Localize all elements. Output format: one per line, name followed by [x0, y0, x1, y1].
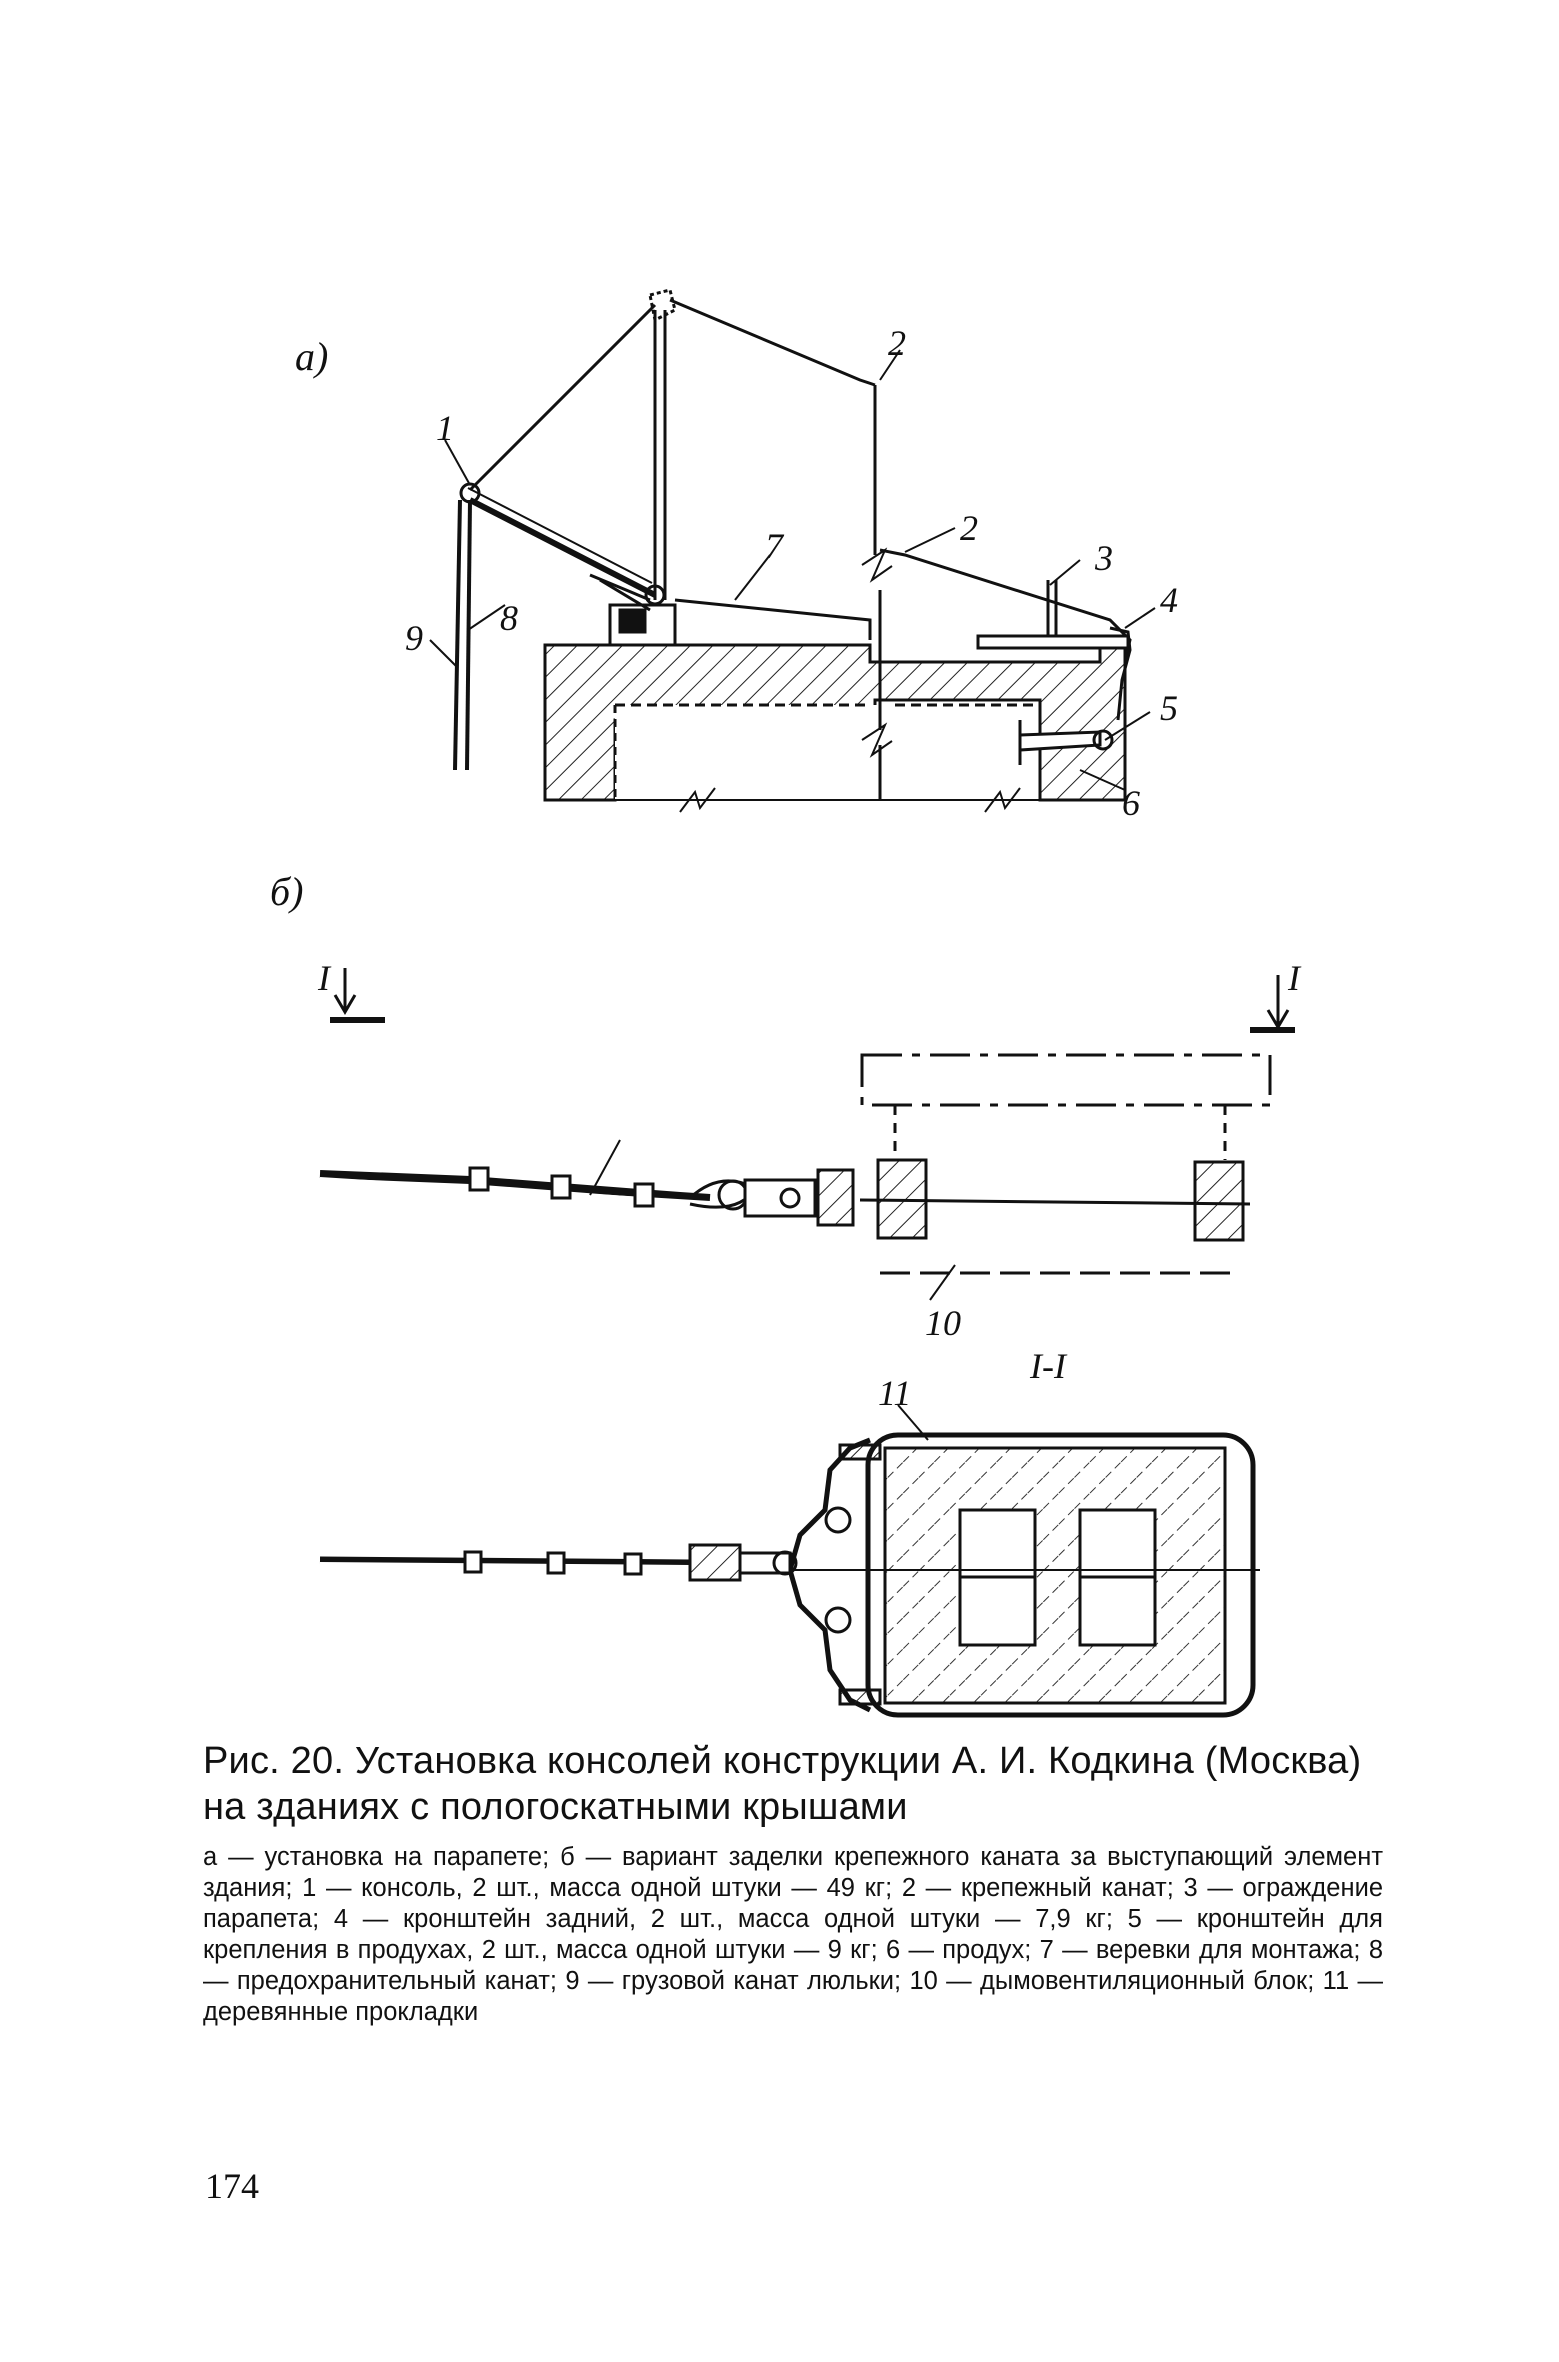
view-label-b: б): [270, 869, 304, 914]
figure-caption: [203, 1738, 1383, 2028]
callout-7: 7: [765, 526, 783, 566]
view-b-diagram: [320, 968, 1295, 1300]
section-title: I-I: [1030, 1346, 1066, 1386]
callout-5: 5: [1160, 688, 1178, 728]
caption-legend: а — установка на парапете; б — вариант заделки крепежного каната за выступающий элемент здания; 1 — консоль, 2 шт., масса одной штуки — 49 кг; 2 — крепежный канат; 3 — ограждение парапета; 4 — кронштейн задний, 2 шт., масса одной штуки — 7,9 кг; 5 — кронштейн для крепления в продухах, 2 шт., масса одной штуки — 9 кг; 6 — продух; 7 — веревки для монтажа; 8 — предохранительный канат; 9 — грузовой канат люльки; 10 — дымовентиляционный блок; 11 — деревянные прокладки: [203, 1843, 1383, 2026]
callout-10: 10: [925, 1303, 961, 1343]
section-i-i-diagram: [320, 1405, 1260, 1715]
section-mark-right: I: [1288, 958, 1300, 998]
view-a-diagram: [430, 290, 1155, 812]
callout-11: 11: [878, 1373, 912, 1413]
caption-title: Рис. 20. Установка консолей конструкции А. И. Кодкина (Москва) на зданиях с пологоскатными крышами: [203, 1740, 1362, 1828]
callout-3: 3: [1095, 538, 1113, 578]
callout-1: 1: [436, 408, 454, 448]
callout-6: 6: [1122, 783, 1140, 823]
view-b-labels: [270, 869, 1302, 1413]
page-number: 174: [205, 2166, 259, 2206]
callout-8: 8: [500, 598, 518, 638]
callout-2-top: 2: [888, 323, 906, 363]
callout-9: 9: [405, 618, 423, 658]
section-mark-left: I: [318, 958, 330, 998]
view-label-a: а): [295, 334, 329, 379]
callout-2-mid: 2: [960, 508, 978, 548]
callout-4: 4: [1160, 580, 1178, 620]
